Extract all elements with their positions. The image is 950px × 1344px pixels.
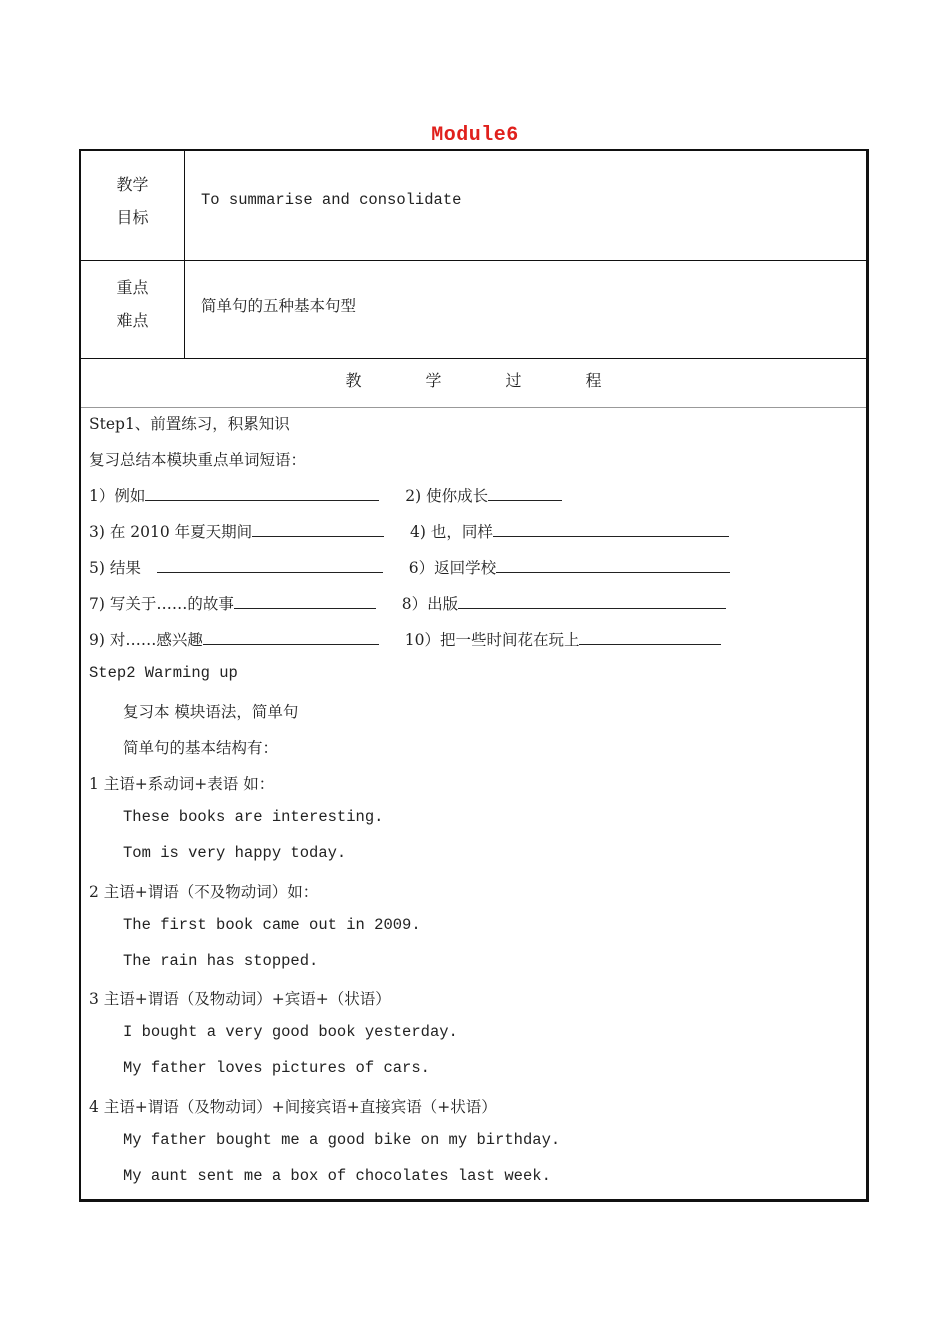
focus-text: 简单句的五种基本句型 — [201, 297, 357, 315]
review-grammar: 复习本 模块语法，简单句 — [123, 703, 299, 721]
example-sentence: My father bought me a good bike on my birthday. — [123, 1131, 561, 1149]
column-divider — [184, 151, 185, 358]
pattern-2: 2 主语+谓语（不及物动词）如： — [89, 883, 319, 901]
answer-blank[interactable] — [252, 522, 384, 537]
answer-blank[interactable] — [203, 630, 379, 645]
vocab-row: 7) 写关于……的故事 8）出版 — [89, 592, 726, 614]
review-prompt: 复习总结本模块重点单词短语： — [89, 451, 307, 469]
page-title: Module6 — [431, 124, 519, 147]
structure-intro: 简单句的基本结构有： — [123, 739, 279, 757]
example-sentence: Tom is very happy today. — [123, 844, 347, 862]
example-sentence: The rain has stopped. — [123, 952, 319, 970]
answer-blank[interactable] — [234, 594, 376, 609]
vocab-row: 5) 结果 6）返回学校 — [89, 556, 730, 578]
row-divider — [81, 407, 866, 408]
answer-blank[interactable] — [579, 630, 721, 645]
answer-blank[interactable] — [458, 594, 726, 609]
pattern-3: 3 主语+谓语（及物动词）+宾语+（状语） — [89, 990, 391, 1008]
lesson-table — [79, 149, 869, 1202]
step2-heading: Step2 Warming up — [89, 664, 238, 682]
row-divider — [81, 260, 866, 261]
pattern-4: 4 主语+谓语（及物动词）+间接宾语+直接宾语（+状语） — [89, 1098, 497, 1116]
example-sentence: My father loves pictures of cars. — [123, 1059, 430, 1077]
answer-blank[interactable] — [493, 522, 729, 537]
answer-blank[interactable] — [145, 486, 379, 501]
example-sentence: These books are interesting. — [123, 808, 384, 826]
vocab-row: 3) 在 2010 年夏天期间 4) 也，同样 — [89, 520, 729, 542]
objective-label: 教学 目标 — [116, 175, 149, 227]
vocab-row: 9) 对……感兴趣 10）把一些时间花在玩上 — [89, 628, 721, 650]
focus-label: 重点 难点 — [116, 278, 149, 330]
example-sentence: The first book came out in 2009. — [123, 916, 421, 934]
example-sentence: I bought a very good book yesterday. — [123, 1023, 458, 1041]
step1-heading: Step1、前置练习，积累知识 — [89, 415, 290, 433]
objective-text: To summarise and consolidate — [201, 191, 462, 209]
teaching-process-heading: 教 学 过 程 — [345, 371, 602, 390]
answer-blank[interactable] — [488, 486, 562, 501]
answer-blank[interactable] — [157, 558, 383, 573]
pattern-1: 1 主语+系动词+表语 如： — [89, 775, 275, 793]
example-sentence: My aunt sent me a box of chocolates last week. — [123, 1167, 551, 1185]
answer-blank[interactable] — [496, 558, 730, 573]
row-divider — [81, 358, 866, 359]
vocab-row: 1）例如 2) 使你成长 — [89, 484, 562, 506]
